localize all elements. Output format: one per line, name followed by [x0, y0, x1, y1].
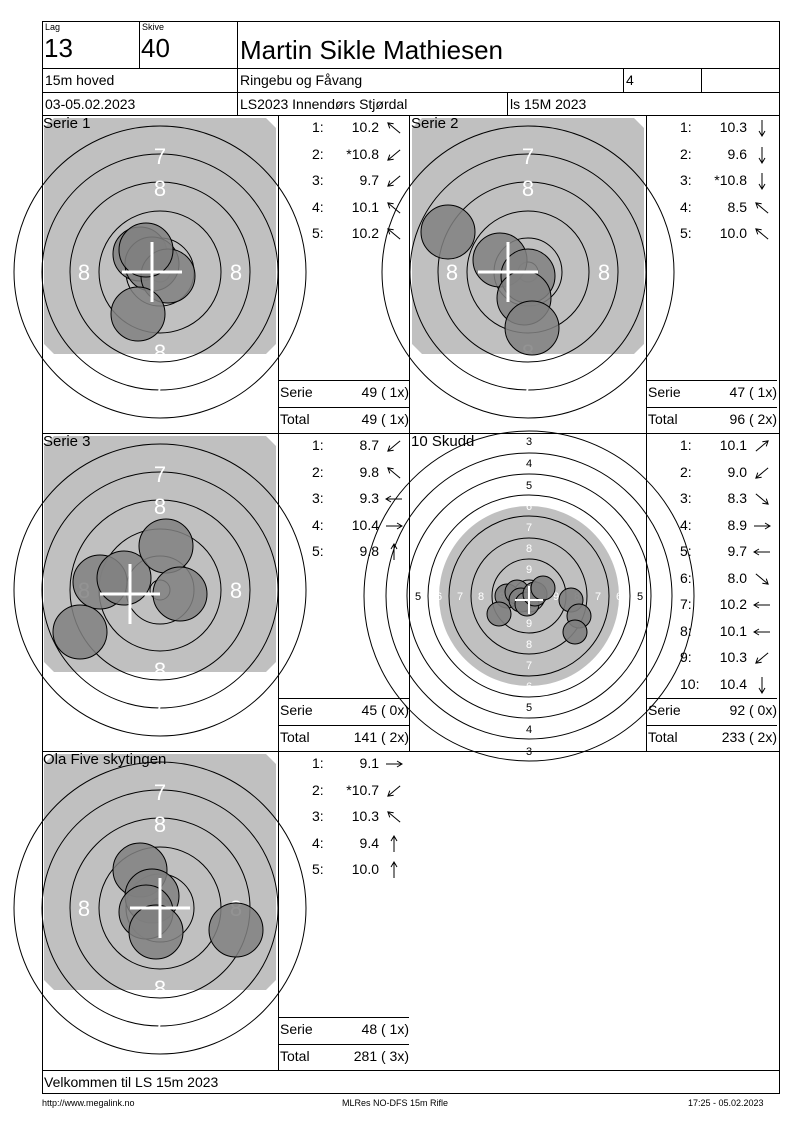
ring-label: 8: [521, 176, 535, 201]
se-arrow: [751, 570, 773, 588]
ring-label: 7: [153, 692, 167, 717]
shot-value: *10.8: [346, 145, 379, 162]
shot-number: 4:: [312, 198, 324, 215]
nw-arrow-glyph: [754, 227, 770, 242]
sw-arrow-glyph: [386, 783, 402, 798]
right-arrow-glyph: [754, 523, 770, 529]
shot-number: 5:: [680, 225, 692, 241]
overview-ring-label: 6: [525, 681, 533, 693]
nw-arrow-glyph: [386, 810, 402, 825]
shot-number: 10:: [680, 675, 700, 692]
footer-software: MLRes NO-DFS 15m Rifle: [342, 1098, 449, 1108]
overview-ring-label: 4: [525, 458, 533, 470]
program-name: ls 15M 2023: [510, 96, 587, 112]
shot-number: 2:: [680, 463, 692, 480]
total-value: 141 ( 2x): [353, 729, 409, 745]
ring-label: 8: [77, 896, 91, 921]
right-arrow-glyph: [386, 761, 402, 767]
shot-value: 10.2: [351, 119, 379, 135]
sw-arrow-glyph: [386, 439, 402, 454]
shot-value: 10.3: [351, 808, 379, 824]
sw-arrow-glyph: [754, 651, 770, 666]
shot-value: 10.2: [719, 596, 747, 612]
overview-ring-label: 9: [525, 618, 533, 630]
shot-value: 8.5: [727, 198, 747, 215]
shot-number: 1:: [312, 755, 324, 771]
overview-ring-label: 7: [525, 660, 533, 672]
overview-ring-label: 6: [435, 591, 443, 603]
down-arrow: [751, 146, 773, 164]
sw-arrow-glyph: [386, 174, 402, 189]
down-arrow-glyph: [759, 677, 765, 693]
shot-number: 3:: [312, 490, 324, 506]
overview-ring-label: 7: [525, 522, 533, 534]
shot-number: 9:: [680, 649, 692, 665]
overview-ring-label: 7: [456, 591, 464, 603]
shot-value: 9.1: [359, 755, 379, 771]
shot-value: 9.3: [359, 490, 379, 506]
shot-hole: [119, 223, 173, 277]
up-arrow: [383, 543, 405, 561]
skive-value: 40: [141, 33, 170, 63]
nw-arrow: [751, 199, 773, 217]
ring-label: 8: [153, 494, 167, 519]
shot-hole: [129, 905, 183, 959]
left-arrow-glyph: [754, 549, 770, 555]
header-divider: [237, 21, 238, 115]
ring-label: 7: [153, 374, 167, 399]
serie-value: 47 ( 1x): [729, 384, 777, 400]
nw-arrow: [383, 225, 405, 243]
shot-hole: [505, 301, 559, 355]
se-arrow-glyph: [754, 492, 770, 507]
shot-value: 10.4: [351, 516, 379, 533]
total-value: 96 ( 2x): [729, 411, 777, 427]
shot-value: 9.7: [359, 172, 379, 188]
left-arrow: [751, 543, 773, 561]
ring-label: 7: [521, 374, 535, 399]
overview-target: [412, 436, 646, 758]
left-arrow-glyph: [754, 629, 770, 635]
sw-arrow-glyph: [386, 147, 402, 162]
serie-label: Serie: [648, 702, 681, 718]
nw-arrow-glyph: [386, 465, 402, 480]
overview-ring-label: 6: [615, 591, 623, 603]
serie-divider: [278, 1017, 409, 1018]
left-arrow: [751, 596, 773, 614]
shot-number: 2:: [680, 145, 692, 162]
overview-hole: [563, 620, 587, 644]
shot-number: 1:: [680, 437, 692, 453]
header-divider: [139, 21, 140, 68]
ring-label: 8: [153, 176, 167, 201]
ring-label: 7: [153, 1010, 167, 1035]
overview-ring-label: 4: [525, 724, 533, 736]
down-arrow: [751, 119, 773, 137]
total-label: Total: [648, 729, 678, 745]
header-divider: [42, 92, 780, 93]
total-divider: [646, 725, 777, 726]
shot-hole: [153, 567, 207, 621]
up-arrow-glyph: [391, 544, 397, 560]
overview-ring-label: 9: [525, 564, 533, 576]
footer-url[interactable]: http://www.megalink.no: [42, 1098, 135, 1108]
serie-value: 45 ( 0x): [361, 702, 409, 718]
panel-title: 10 Skudd: [411, 433, 475, 450]
overview-ring-label: 5: [414, 591, 422, 603]
panel-title: Serie 3: [43, 433, 91, 450]
shot-number: 1:: [312, 119, 324, 135]
total-divider: [646, 407, 777, 408]
up-arrow-glyph: [391, 862, 397, 878]
overview-ring-label: 8: [477, 591, 485, 603]
total-value: 49 ( 1x): [361, 411, 409, 427]
shot-value: 10.2: [351, 225, 379, 241]
shot-number: 4:: [680, 198, 692, 215]
up-arrow-glyph: [391, 836, 397, 852]
target-panel-0: [44, 118, 276, 399]
total-label: Total: [280, 1048, 310, 1064]
overview-ring-label: 7: [594, 591, 602, 603]
ring-label: 8: [153, 976, 167, 1001]
panel-title: Serie 2: [411, 115, 459, 132]
ring-label: 8: [445, 260, 459, 285]
serie-label: Serie: [280, 1021, 313, 1037]
shot-number: 2:: [312, 781, 324, 798]
shot-value: *10.7: [346, 781, 379, 798]
sw-arrow-glyph: [754, 465, 770, 480]
total-label: Total: [648, 411, 678, 427]
down-arrow: [751, 172, 773, 190]
ring-label: 8: [597, 260, 611, 285]
overview-ring-label: 3: [525, 436, 533, 448]
shot-number: 1:: [680, 119, 692, 135]
shot-number: 5:: [680, 543, 692, 559]
shot-hole: [209, 903, 263, 957]
overview-ring-label: 5: [525, 702, 533, 714]
left-arrow: [383, 490, 405, 508]
overview-ring-label: 3: [525, 746, 533, 758]
shot-value: 10.0: [719, 225, 747, 241]
total-divider: [278, 407, 409, 408]
target-panel-4: [44, 754, 276, 1035]
shot-number: 3:: [312, 808, 324, 824]
sw-arrow: [383, 172, 405, 190]
shot-number: 4:: [312, 516, 324, 533]
shot-hole: [53, 605, 107, 659]
ring-label: 7: [521, 144, 535, 169]
left-arrow: [751, 623, 773, 641]
serie-divider: [646, 698, 777, 699]
serie-value: 92 ( 0x): [729, 702, 777, 718]
shot-number: 8:: [680, 622, 692, 639]
shot-number: 7:: [680, 596, 692, 612]
right-arrow: [751, 517, 773, 535]
overview-ring-label: 5: [636, 591, 644, 603]
event-name: LS2023 Innendørs Stjørdal: [240, 96, 408, 112]
down-arrow-glyph: [759, 120, 765, 136]
ring-label: 7: [153, 144, 167, 169]
serie-divider: [646, 380, 777, 381]
panel-divider: [42, 1070, 780, 1071]
shot-number: 5:: [312, 225, 324, 241]
shot-value: 9.8: [359, 463, 379, 480]
class-label: 15m hoved: [45, 72, 115, 88]
nw-arrow: [383, 808, 405, 826]
shot-value: 9.4: [359, 834, 379, 851]
sw-arrow: [751, 464, 773, 482]
serie-label: Serie: [648, 384, 681, 400]
shot-value: 10.4: [719, 675, 747, 692]
overview-ring-label: 5: [525, 480, 533, 492]
se-arrow: [751, 490, 773, 508]
shot-value: 8.3: [727, 490, 747, 506]
total-label: Total: [280, 411, 310, 427]
up-arrow: [383, 861, 405, 879]
shot-value: 8.0: [727, 569, 747, 586]
shot-value: 10.3: [719, 649, 747, 665]
right-arrow: [383, 755, 405, 773]
shot-number: 3:: [680, 172, 692, 188]
up-arrow: [383, 835, 405, 853]
overview-hole: [487, 602, 511, 626]
panel-divider: [646, 434, 647, 751]
club-name: Ringebu og Fåvang: [240, 72, 363, 88]
total-value: 233 ( 2x): [721, 729, 777, 745]
serie-value: 48 ( 1x): [361, 1021, 409, 1037]
overview-ring-label: 8: [525, 639, 533, 651]
ring-label: 8: [229, 260, 243, 285]
total-label: Total: [280, 729, 310, 745]
lag-value: 13: [44, 33, 73, 63]
shot-number: 5:: [312, 861, 324, 877]
shot-value: 10.1: [719, 622, 747, 639]
left-arrow-glyph: [754, 602, 770, 608]
shot-value: 10.3: [719, 119, 747, 135]
shot-hole: [111, 287, 165, 341]
nw-arrow: [383, 464, 405, 482]
nw-arrow-glyph: [386, 121, 402, 136]
shooter-name: Martin Sikle Mathiesen: [240, 35, 503, 65]
ring-label: 7: [153, 780, 167, 805]
welcome-message: Velkommen til LS 15m 2023: [44, 1074, 219, 1090]
serie-divider: [278, 380, 409, 381]
shot-value: 10.1: [719, 437, 747, 453]
header-divider: [42, 68, 780, 69]
panel-title: Serie 1: [43, 115, 91, 132]
ring-label: 8: [153, 340, 167, 365]
right-arrow-glyph: [386, 523, 402, 529]
lag-label: Lag: [45, 22, 61, 32]
shot-number: 6:: [680, 569, 692, 586]
header-divider: [507, 92, 508, 115]
header-divider: [623, 68, 624, 92]
shot-value: *10.8: [714, 172, 747, 188]
shot-value: 8.7: [359, 437, 379, 453]
shot-value: 10.0: [351, 861, 379, 877]
shot-value: 9.0: [727, 463, 747, 480]
shot-value: 8.9: [727, 516, 747, 533]
overview-ring-label: 6: [525, 501, 533, 513]
sw-arrow: [383, 437, 405, 455]
serie-label: Serie: [280, 702, 313, 718]
ring-label: 8: [153, 658, 167, 683]
target-panel-1: [412, 118, 644, 399]
footer-timestamp: 17:25 - 05.02.2023: [688, 1098, 764, 1108]
total-value: 281 ( 3x): [353, 1048, 409, 1064]
shot-hole: [139, 519, 193, 573]
ring-label: 8: [229, 578, 243, 603]
shot-number: 3:: [680, 490, 692, 506]
nw-arrow: [751, 225, 773, 243]
down-arrow-glyph: [759, 147, 765, 163]
ring-label: 8: [153, 812, 167, 837]
shot-value: 9.8: [359, 543, 379, 559]
event-dates: 03-05.02.2023: [45, 96, 136, 112]
club-extra: 4: [626, 72, 634, 88]
shot-value: 9.7: [727, 543, 747, 559]
skive-label: Skive: [142, 22, 165, 32]
serie-value: 49 ( 1x): [361, 384, 409, 400]
sw-arrow: [383, 782, 405, 800]
shot-number: 4:: [680, 516, 692, 533]
shot-number: 1:: [312, 437, 324, 453]
shot-number: 2:: [312, 145, 324, 162]
ne-arrow: [751, 437, 773, 455]
down-arrow: [751, 676, 773, 694]
total-divider: [278, 725, 409, 726]
serie-divider: [278, 698, 409, 699]
se-arrow-glyph: [754, 571, 770, 586]
shot-number: 2:: [312, 463, 324, 480]
nw-arrow: [383, 119, 405, 137]
shot-number: 5:: [312, 543, 324, 559]
overview-ring-label: 9: [552, 591, 560, 603]
panel-title: Ola Five skytingen: [43, 751, 167, 768]
overview-ring-label: 8: [525, 543, 533, 555]
header-divider: [701, 68, 702, 92]
ring-label: 7: [153, 462, 167, 487]
sw-arrow: [751, 649, 773, 667]
shot-value: 10.1: [351, 198, 379, 215]
overview-hole: [531, 576, 555, 600]
sw-arrow: [383, 146, 405, 164]
serie-label: Serie: [280, 384, 313, 400]
total-divider: [278, 1044, 409, 1045]
nw-arrow-glyph: [754, 200, 770, 215]
shot-number: 3:: [312, 172, 324, 188]
target-panel-2: [44, 436, 276, 717]
shot-hole: [421, 205, 475, 259]
shot-value: 9.6: [727, 145, 747, 162]
down-arrow-glyph: [759, 173, 765, 189]
shot-number: 4:: [312, 834, 324, 851]
ne-arrow-glyph: [754, 439, 770, 454]
ring-label: 8: [77, 260, 91, 285]
